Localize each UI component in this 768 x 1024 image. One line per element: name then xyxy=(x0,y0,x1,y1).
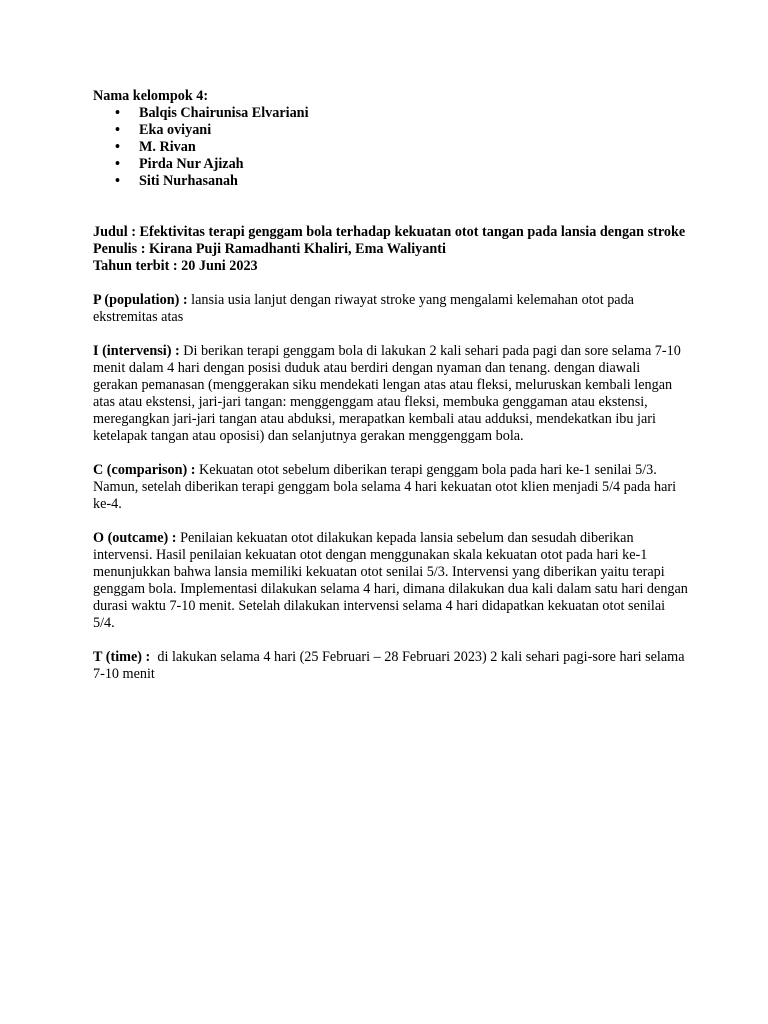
bullet-icon: • xyxy=(115,173,120,189)
list-item xyxy=(93,173,688,190)
comparison-label: C (comparison) : xyxy=(93,462,196,478)
bullet-icon: • xyxy=(115,156,120,172)
group-title: Nama kelompok 4: xyxy=(93,88,209,104)
population-text: lansia usia lanjut dengan riwayat stroke yang mengalami kelemahan otot pada ekstremitas atas xyxy=(93,292,634,325)
article-title: Judul : Efektivitas terapi genggam bola terhadap kekuatan otot tangan pada lansia dengan stroke xyxy=(93,224,686,240)
article-author: Penulis : Kirana Puji Ramadhanti Khaliri, Ema Waliyanti xyxy=(93,241,446,257)
member-name: Pirda Nur Ajizah xyxy=(139,156,244,172)
comparison-text: Kekuatan otot sebelum diberikan terapi genggam bola pada hari ke-1 senilai 5/3. Namun, setelah diberikan terapi genggam bola selama 4 hari kekuatan otot klien menjadi 5/4 pada hari ke-4. xyxy=(93,462,677,512)
outcome-label: O (outcame) : xyxy=(93,530,177,546)
bullet-icon: • xyxy=(115,105,120,121)
bullet-icon: • xyxy=(115,122,120,138)
list-item xyxy=(93,156,688,173)
intervention-text: Di berikan terapi genggam bola di lakukan 2 kali sehari pada pagi dan sore selama 7-10 menit dalam 4 hari dengan posisi duduk atau berdiri dengan nyaman dan tenang. dengan diawali gerakan pemanasan (menggerakan siku mendekati lengan atas atau fleksi, meluruskan kembali lengan atas atau ekstensi, jari-jari tangan: menggenggam atau fleksi, membuka genggaman atau ekstensi, meregangkan jari-jari tangan atau abduksi, merapatkan kembali atau adduksi, mendekatkan ibu jari ketelapak tangan atau oposisi) dan selanjutnya gerakan menggenggam bola. xyxy=(93,343,681,444)
list-item xyxy=(93,139,688,156)
population-label: P (population) : xyxy=(93,292,188,308)
intervention-label: I (intervensi) : xyxy=(93,343,180,359)
member-name: Siti Nurhasanah xyxy=(139,173,238,189)
bullet-icon: • xyxy=(115,139,120,155)
member-name: Balqis Chairunisa Elvariani xyxy=(139,105,309,121)
pico-outcome xyxy=(93,530,688,632)
pico-intervention xyxy=(93,343,688,445)
list-item xyxy=(93,105,688,122)
list-item xyxy=(93,122,688,139)
pico-comparison xyxy=(93,462,688,513)
time-text: di lakukan selama 4 hari (25 Februari – 28 Februari 2023) 2 kali sehari pagi-sore hari selama 7-10 menit xyxy=(93,649,685,682)
member-list xyxy=(93,105,688,190)
member-name: M. Rivan xyxy=(139,139,196,155)
article-year: Tahun terbit : 20 Juni 2023 xyxy=(93,258,258,274)
time-label: T (time) : xyxy=(93,649,151,665)
member-name: Eka oviyani xyxy=(139,122,212,138)
outcome-text: Penilaian kekuatan otot dilakukan kepada lansia sebelum dan sesudah diberikan intervensi. Hasil penilaian kekuatan otot dengan menggunakan skala kekuatan otot pada hari ke-1 menunjukkan bahwa lansia memiliki kekuatan otot senilai 5/3. Intervensi yang diberikan yaitu terapi genggam bola. Implementasi dilakukan selama 4 hari, dimana dilakukan dua kali dalam satu hari dengan durasi waktu 7-10 menit. Setelah dilakukan intervensi selama 4 hari didapatkan kekuatan otot senilai 5/4. xyxy=(93,530,688,631)
pico-population xyxy=(93,292,688,326)
pico-time xyxy=(93,649,688,683)
